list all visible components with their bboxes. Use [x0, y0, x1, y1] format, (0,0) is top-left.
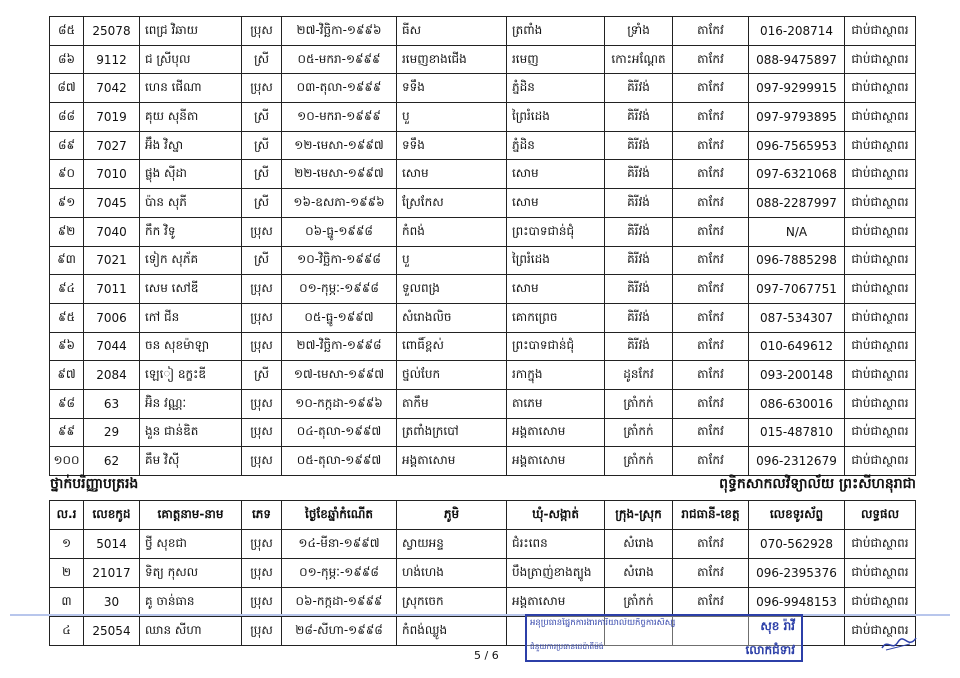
- table-cell: ជ ស្រីបុល: [140, 45, 242, 74]
- table-cell: ថ្នល់បែក: [397, 361, 507, 390]
- stamp-name-2: លោកជំទាវ: [745, 643, 795, 657]
- table-cell: គូ ចាន់ធាន: [140, 588, 242, 617]
- column-header: ក្រុង-ស្រុក: [605, 501, 673, 530]
- table-cell: 25078: [84, 17, 140, 46]
- table-cell: ជាប់ជាស្ថាពរ: [845, 389, 916, 418]
- table-row: [50, 275, 916, 304]
- table-cell: ធីស: [397, 17, 507, 46]
- table-cell: ប្រុស: [242, 332, 282, 361]
- table-cell: ១៤-មីនា-១៩៩៧: [282, 530, 397, 559]
- table-cell: ០៥-មករា-១៩៩៩: [282, 45, 397, 74]
- table-cell: ប្រុស: [242, 588, 282, 617]
- table-cell: ៨៦: [50, 45, 84, 74]
- table-cell: 096-9948153: [749, 588, 845, 617]
- table-cell: កឹក វិទូ: [140, 217, 242, 246]
- column-header: ល.រ: [50, 501, 84, 530]
- table-cell: ជាប់ជាស្ថាពរ: [845, 17, 916, 46]
- table-cell: 096-2312679: [749, 447, 845, 476]
- table-cell: ជំរះពេន: [507, 530, 605, 559]
- table-cell: កំពង់ឈ្លូង: [397, 617, 507, 646]
- table-cell: ០៥-ធ្នូ-១៩៩៧: [282, 303, 397, 332]
- table-cell: ២៧-វិច្ឆិកា-១៩៩៦: [282, 17, 397, 46]
- table-cell: តាកែវ: [673, 389, 749, 418]
- table-cell: អង្គតាសោម: [507, 418, 605, 447]
- table-cell: តាកែវ: [673, 559, 749, 588]
- table-cell: 29: [84, 418, 140, 447]
- table-cell: គុយ សុនីតា: [140, 103, 242, 132]
- table-cell: ១០-មករា-១៩៩៩: [282, 103, 397, 132]
- table-cell: 010-649612: [749, 332, 845, 361]
- table-cell: ភ្នំដិន: [507, 74, 605, 103]
- table-row: [50, 303, 916, 332]
- column-header: ថ្ងៃខែឆ្នាំកំណើត: [282, 501, 397, 530]
- table-cell: ៤: [50, 617, 84, 646]
- table-cell: ៨៨: [50, 103, 84, 132]
- table-cell: សេម សៅឌី: [140, 275, 242, 304]
- table-cell: ប្រុស: [242, 389, 282, 418]
- table-cell: ជាប់ជាស្ថាពរ: [845, 617, 916, 646]
- table-cell: ជាប់ជាស្ថាពរ: [845, 303, 916, 332]
- table-row: [50, 559, 916, 588]
- table-cell: ត្រាំកក់: [605, 447, 673, 476]
- table-row: [50, 418, 916, 447]
- section-title: ថ្នាក់បរិញ្ញាបត្ររង: [50, 476, 139, 492]
- table-cell: តាកែវ: [673, 246, 749, 275]
- table-cell: ប្រុស: [242, 530, 282, 559]
- table-cell: ត្រពាំងក្របៅ: [397, 418, 507, 447]
- column-header: លទ្ធផល: [845, 501, 916, 530]
- table-cell: ជាប់ជាស្ថាពរ: [845, 530, 916, 559]
- table-cell: ០១-កុម្ភៈ-១៩៩៨: [282, 275, 397, 304]
- table-cell: សោម: [507, 189, 605, 218]
- signature-icon: [880, 634, 920, 654]
- table-cell: ០៣-តុលា-១៩៩៩: [282, 74, 397, 103]
- table-cell: សោម: [507, 160, 605, 189]
- table-cell: ៨៩: [50, 131, 84, 160]
- table-cell: ជាប់ជាស្ថាពរ: [845, 588, 916, 617]
- table-cell: ជាប់ជាស្ថាពរ: [845, 45, 916, 74]
- table-cell: ជាប់ជាស្ថាពរ: [845, 160, 916, 189]
- table-cell: ថ្វី សុខជា: [140, 530, 242, 559]
- table-cell: ត្រាំកក់: [605, 418, 673, 447]
- table-cell: 9112: [84, 45, 140, 74]
- table-cell: ០៥-តុលា-១៩៩៧: [282, 447, 397, 476]
- table-row: [50, 361, 916, 390]
- table-cell: គិរីវង់: [605, 303, 673, 332]
- table-cell: 63: [84, 389, 140, 418]
- table-cell: ឈាន សីហា: [140, 617, 242, 646]
- table-cell: 62: [84, 447, 140, 476]
- table-cell: ២៧-វិច្ឆិកា-១៩៩៨: [282, 332, 397, 361]
- table-cell: រកាក្នុង: [507, 361, 605, 390]
- table-cell: គោកព្រេច: [507, 303, 605, 332]
- table-cell: តាកែវ: [673, 131, 749, 160]
- table-cell: ប្រុស: [242, 418, 282, 447]
- table-cell: ប្រុស: [242, 617, 282, 646]
- table-cell: អង្គតាសោម: [397, 447, 507, 476]
- table-cell: ២: [50, 559, 84, 588]
- table-cell: ជាប់ជាស្ថាពរ: [845, 332, 916, 361]
- table-cell: 088-9475897: [749, 45, 845, 74]
- table-cell: ៨៥: [50, 17, 84, 46]
- table-cell: ស្រី: [242, 45, 282, 74]
- table-cell: ទ្រាំង: [605, 17, 673, 46]
- table-cell: តាកែវ: [673, 189, 749, 218]
- table-header-row: [50, 501, 916, 530]
- table-cell: 096-7885298: [749, 246, 845, 275]
- table-cell: 097-6321068: [749, 160, 845, 189]
- table-cell: ០៤-តុលា-១៩៩៧: [282, 418, 397, 447]
- column-header: ភេទ: [242, 501, 282, 530]
- table-cell: ជាប់ជាស្ថាពរ: [845, 217, 916, 246]
- table-cell: បឹងត្រាញ់ខាងត្បូង: [507, 559, 605, 588]
- table-cell: ប្រុស: [242, 217, 282, 246]
- table-cell: ស្រី: [242, 103, 282, 132]
- table-cell: កៅ ជីន: [140, 303, 242, 332]
- table-cell: ហេន ផើណា: [140, 74, 242, 103]
- table-cell: ប្រុស: [242, 17, 282, 46]
- table-cell: ទទឹង: [397, 74, 507, 103]
- table-cell: 5014: [84, 530, 140, 559]
- column-header: លេខទូរស័ព្ទ: [749, 501, 845, 530]
- table-cell: ៩៩: [50, 418, 84, 447]
- table-cell: 096-7565953: [749, 131, 845, 160]
- table-cell: ១២-មេសា-១៩៩៧: [282, 131, 397, 160]
- table-cell: តាកែវ: [673, 588, 749, 617]
- table-cell: 097-7067751: [749, 275, 845, 304]
- table-cell: 7044: [84, 332, 140, 361]
- table-cell: ព្រះបាទជាន់ជុំ: [507, 217, 605, 246]
- table-cell: សំរោងលិច: [397, 303, 507, 332]
- top-student-table: [49, 16, 916, 476]
- table-cell: ១០-វិច្ឆិកា-១៩៩៨: [282, 246, 397, 275]
- table-cell: 21017: [84, 559, 140, 588]
- table-cell: 070-562928: [749, 530, 845, 559]
- table-cell: 088-2287997: [749, 189, 845, 218]
- table-cell: គិរីវង់: [605, 103, 673, 132]
- table-cell: តាកែវ: [673, 103, 749, 132]
- table-row: [50, 332, 916, 361]
- table-cell: ប្រុស: [242, 275, 282, 304]
- table-cell: ប្រុស: [242, 303, 282, 332]
- table-cell: ស្រុកចេក: [397, 588, 507, 617]
- table-cell: ត្រាំកក់: [605, 588, 673, 617]
- table-cell: តាកែវ: [673, 160, 749, 189]
- table-cell: ទទឹង: [397, 131, 507, 160]
- table-cell: 7011: [84, 275, 140, 304]
- table-cell: រមេញ: [507, 45, 605, 74]
- table-cell: 7045: [84, 189, 140, 218]
- table-cell: ត្រពាំង: [507, 17, 605, 46]
- table-cell: តាភេម: [507, 389, 605, 418]
- table-cell: 7027: [84, 131, 140, 160]
- page-number: 5 / 6: [474, 649, 499, 662]
- table-cell: 7019: [84, 103, 140, 132]
- table-cell: ១០០: [50, 447, 84, 476]
- table-cell: ជាប់ជាស្ថាពរ: [845, 275, 916, 304]
- table-cell: ៩២: [50, 217, 84, 246]
- table-cell: គិរីវង់: [605, 246, 673, 275]
- table-row: [50, 389, 916, 418]
- table-cell: ៩០: [50, 160, 84, 189]
- table-cell: អង្គតាសោម: [507, 447, 605, 476]
- table-cell: រមេញខាងជើង: [397, 45, 507, 74]
- table-cell: 097-9793895: [749, 103, 845, 132]
- table-cell: ២៨-សីហា-១៩៩៨: [282, 617, 397, 646]
- table-cell: 087-534307: [749, 303, 845, 332]
- table-cell: ៩៥: [50, 303, 84, 332]
- table-cell: ចន សុខម៉ាឡា: [140, 332, 242, 361]
- table-cell: តាកែវ: [673, 303, 749, 332]
- table-cell: គិរីវង់: [605, 74, 673, 103]
- table-row: [50, 103, 916, 132]
- table-cell: ស្រី: [242, 361, 282, 390]
- table-cell: តាកែវ: [673, 217, 749, 246]
- table-row: [50, 131, 916, 160]
- table-cell: អង្គតាសោម: [507, 588, 605, 617]
- table-cell: កោះអណ្តែត: [605, 45, 673, 74]
- table-row: [50, 17, 916, 46]
- table-cell: ៩៦: [50, 332, 84, 361]
- table-cell: ព្រៃរំដេង: [507, 246, 605, 275]
- table-cell: ទួលពង្រ: [397, 275, 507, 304]
- table-cell: ភ្នំដិន: [507, 131, 605, 160]
- table-cell: តាកែវ: [673, 45, 749, 74]
- table-cell: បួ: [397, 246, 507, 275]
- stamp-title-2: ជំនួយការប្រធានដេប៉ាតឺម៉ង់: [530, 642, 604, 651]
- table-cell: ៩៣: [50, 246, 84, 275]
- table-cell: ឡេៀ ឧក្ខះឌី: [140, 361, 242, 390]
- table-cell: ប្រុស: [242, 447, 282, 476]
- table-cell: 7006: [84, 303, 140, 332]
- table-cell: ទិត្យ កុសល: [140, 559, 242, 588]
- table-cell: គិរីវង់: [605, 275, 673, 304]
- table-cell: ០៦-កក្កដា-១៩៩៩: [282, 588, 397, 617]
- table-cell: អ៊ឹង វិស្នា: [140, 131, 242, 160]
- table-cell: ងួន ជាន់ឌិត: [140, 418, 242, 447]
- table-cell: តាកែវ: [673, 275, 749, 304]
- table-cell: ស្រី: [242, 189, 282, 218]
- table-cell: 093-200148: [749, 361, 845, 390]
- table-cell: ជាប់ជាស្ថាពរ: [845, 131, 916, 160]
- table-cell: តាកែវ: [673, 361, 749, 390]
- table-row: [50, 74, 916, 103]
- table-cell: បួ: [397, 103, 507, 132]
- table-cell: ទៀក សុភ័គ: [140, 246, 242, 275]
- table-cell: ផ្លុង ស៊ីដា: [140, 160, 242, 189]
- table-cell: គិរីវង់: [605, 189, 673, 218]
- table-cell: ជាប់ជាស្ថាពរ: [845, 559, 916, 588]
- table-cell: ជាប់ជាស្ថាពរ: [845, 74, 916, 103]
- table-cell: គឹម វិស៊ី: [140, 447, 242, 476]
- table-cell: គិរីវង់: [605, 160, 673, 189]
- table-cell: ដូនកែវ: [605, 361, 673, 390]
- table-cell: ស្វាយអន្ទ: [397, 530, 507, 559]
- table-cell: ស្រែកែស: [397, 189, 507, 218]
- table-cell: តាកឹម: [397, 389, 507, 418]
- scan-line: [10, 614, 950, 616]
- stamp-name-1: សុខ រ៉ាវី: [760, 619, 795, 633]
- table-cell: ជាប់ជាស្ថាពរ: [845, 103, 916, 132]
- table-row: [50, 588, 916, 617]
- table-cell: សោម: [507, 275, 605, 304]
- table-cell: អ៊ិន វណ្ណៈ: [140, 389, 242, 418]
- table-cell: ជាប់ជាស្ថាពរ: [845, 189, 916, 218]
- table-cell: តាកែវ: [673, 332, 749, 361]
- table-cell: ៩១: [50, 189, 84, 218]
- table-cell: N/A: [749, 217, 845, 246]
- table-cell: ព្រះបាទជាន់ជុំ: [507, 332, 605, 361]
- table-cell: គិរីវង់: [605, 217, 673, 246]
- table-row: [50, 447, 916, 476]
- table-cell: ៩៤: [50, 275, 84, 304]
- table-cell: ជាប់ជាស្ថាពរ: [845, 418, 916, 447]
- table-cell: ៣: [50, 588, 84, 617]
- table-cell: ហង់ហេង: [397, 559, 507, 588]
- table-cell: 7021: [84, 246, 140, 275]
- column-header: ភូមិ: [397, 501, 507, 530]
- table-cell: 2084: [84, 361, 140, 390]
- column-header: ឃុំ-សង្កាត់: [507, 501, 605, 530]
- table-cell: តាកែវ: [673, 17, 749, 46]
- table-cell: សំរោង: [605, 530, 673, 559]
- column-header: លេខកូដ: [84, 501, 140, 530]
- table-row: [50, 246, 916, 275]
- table-cell: ១០-កក្កដា-១៩៩៦: [282, 389, 397, 418]
- table-row: [50, 160, 916, 189]
- table-cell: តាកែវ: [673, 418, 749, 447]
- column-header: រាជធានី-ខេត្ត: [673, 501, 749, 530]
- table-cell: 25054: [84, 617, 140, 646]
- table-cell: 096-2395376: [749, 559, 845, 588]
- table-row: [50, 45, 916, 74]
- table-cell: ០៦-ធ្នូ-១៩៩៨: [282, 217, 397, 246]
- table-row: [50, 217, 916, 246]
- table-row: [50, 530, 916, 559]
- table-cell: ១៧-មេសា-១៩៩៧: [282, 361, 397, 390]
- table-cell: តាកែវ: [673, 74, 749, 103]
- table-cell: 7010: [84, 160, 140, 189]
- table-cell: សោម: [397, 160, 507, 189]
- table-cell: តាកែវ: [673, 530, 749, 559]
- table-cell: តាកែវ: [673, 447, 749, 476]
- table-cell: ស្រី: [242, 160, 282, 189]
- table-cell: ពេជ្រ វិឆាយ: [140, 17, 242, 46]
- column-header: គោត្តនាម-នាម: [140, 501, 242, 530]
- table-cell: ប្រុស: [242, 74, 282, 103]
- table-cell: 30: [84, 588, 140, 617]
- table-row: [50, 189, 916, 218]
- table-cell: 097-9299915: [749, 74, 845, 103]
- table-cell: ១៦-ឧសភា-១៩៩៦: [282, 189, 397, 218]
- table-cell: ជាប់ជាស្ថាពរ: [845, 361, 916, 390]
- table-cell: ៨៧: [50, 74, 84, 103]
- table-cell: សំរោង: [605, 559, 673, 588]
- table-cell: ត្រាំកក់: [605, 389, 673, 418]
- table-cell: កំពង់: [397, 217, 507, 246]
- table-cell: ជាប់ជាស្ថាពរ: [845, 447, 916, 476]
- table-cell: ០១-កុម្ភៈ-១៩៩៨: [282, 559, 397, 588]
- table-cell: ១: [50, 530, 84, 559]
- table-cell: ជាប់ជាស្ថាពរ: [845, 246, 916, 275]
- table-cell: 015-487810: [749, 418, 845, 447]
- table-cell: ២២-មេសា-១៩៩៧: [282, 160, 397, 189]
- table-cell: ស្រី: [242, 246, 282, 275]
- table-cell: ពោធិ៍ខ្ពស់: [397, 332, 507, 361]
- table-cell: ប៉ាន សុភី: [140, 189, 242, 218]
- stamp-title-1: អនុប្រធានផ្នែកការងារការិយាល័យកិច្ចការសិស្ស: [530, 618, 676, 628]
- table-cell: 086-630016: [749, 389, 845, 418]
- table-cell: គិរីវង់: [605, 131, 673, 160]
- table-cell: ប្រុស: [242, 559, 282, 588]
- official-stamp: [525, 614, 803, 662]
- table-cell: ព្រៃរំដេង: [507, 103, 605, 132]
- table-cell: ៩៧: [50, 361, 84, 390]
- table-cell: ស្រី: [242, 131, 282, 160]
- table-cell: 016-208714: [749, 17, 845, 46]
- table-cell: 7042: [84, 74, 140, 103]
- university-name: ពុទ្ធិកសាកលវិទ្យាល័យ ព្រះសីហនុរាជា: [719, 476, 916, 492]
- table-cell: គិរីវង់: [605, 332, 673, 361]
- table-cell: 7040: [84, 217, 140, 246]
- table-cell: ៩៨: [50, 389, 84, 418]
